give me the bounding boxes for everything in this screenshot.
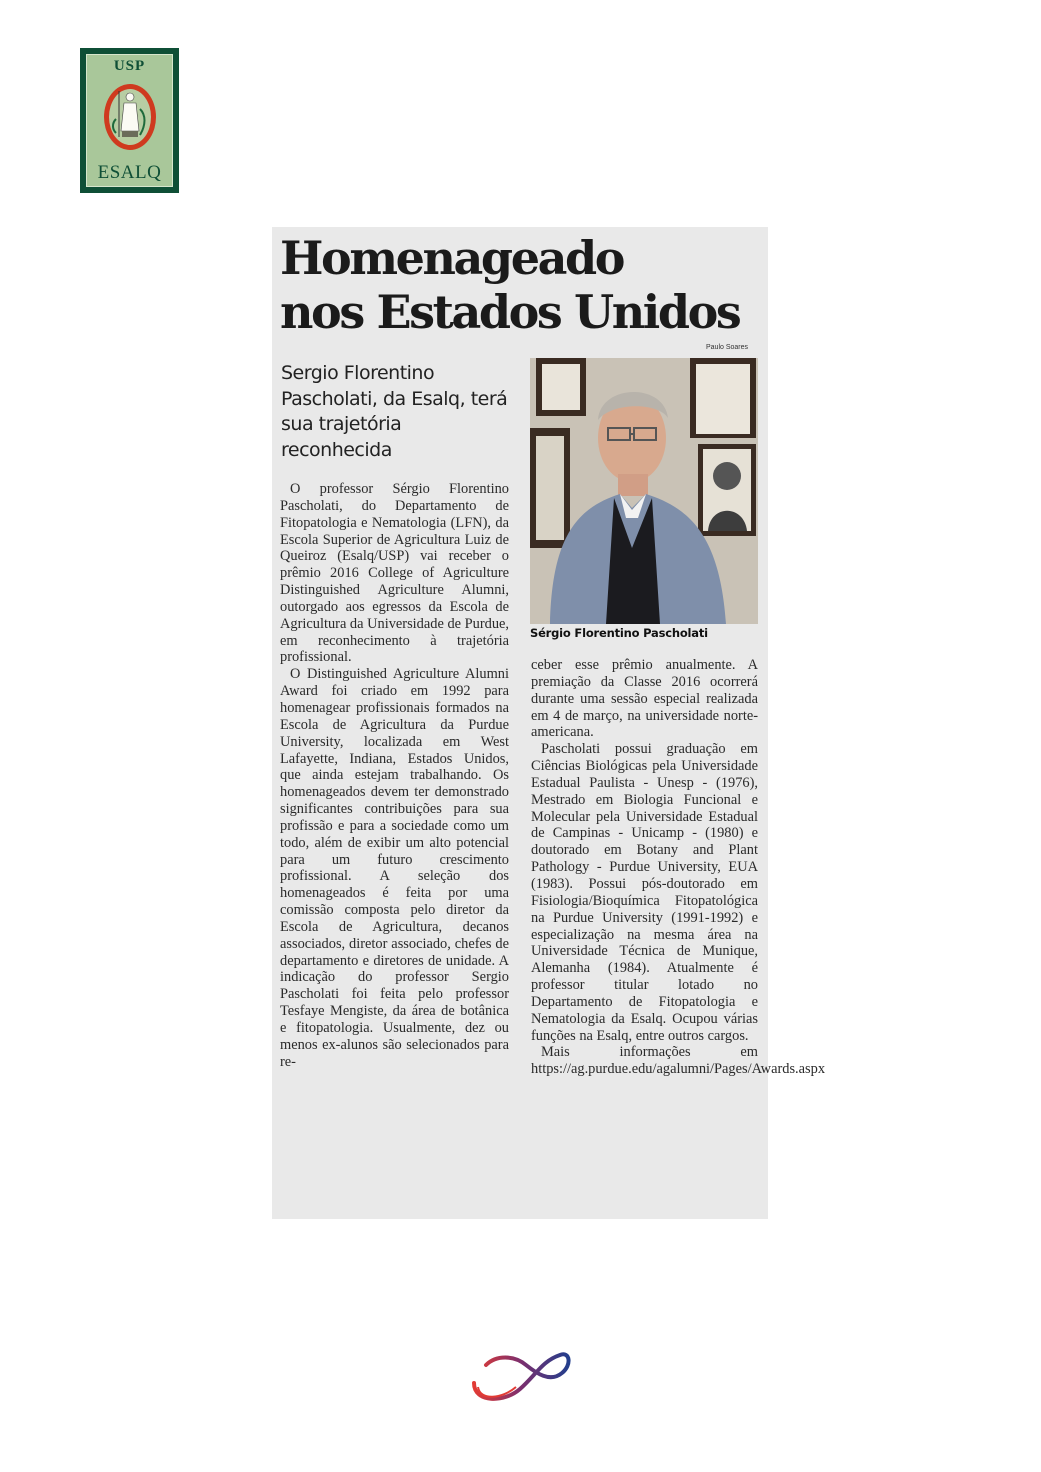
- paragraph: O Distinguished Agriculture Alumni Award foi criado em 1992 para homenagear profissionais formados na Escola de Agricultura da Purdue University, localizada em West Lafayette, Indiana, Estados Unidos, que ainda estejam trabalhando. Os homenageados devem ter demonstrado significantes contribuições para sua profissão e para a sociedade como um todo, além de exibir um alto potencial para um futuro crescimento profissional. A seleção dos homenageados é feita por uma comissão composta pelo diretor da Escola de Agricultura, decanos associados, diretor associado, chefes de departamento e diretores de unidade. A indicação do professor Sergio Pascholati foi feita pelo professor Tesfaye Mengiste, da área de botânica e fitopatologia. Usualmente, dez ou menos ex-alunos são selecionados para re-: [280, 666, 509, 1070]
- newspaper-clipping: [272, 227, 826, 1219]
- article-headline: [280, 231, 764, 339]
- logo-esalq-text: ESALQ: [97, 162, 162, 183]
- photo-caption: Sérgio Florentino Pascholati: [530, 626, 708, 640]
- clipping-service-loop-icon: [466, 1343, 574, 1407]
- right-column: [531, 657, 826, 1078]
- left-column: [280, 481, 509, 1071]
- seal-figure-icon: [102, 79, 158, 151]
- esalq-usp-logo: [80, 48, 179, 193]
- logo-field: [86, 54, 173, 187]
- article-subhead: Sergio Florentino Pascholati, da Esalq, terá sua trajetória reconhecida: [281, 362, 508, 462]
- portrait-image: [530, 358, 758, 624]
- portrait-photo: [530, 358, 758, 624]
- logo-usp-text: USP: [113, 58, 146, 74]
- photo-credit: Paulo Soares: [706, 344, 749, 351]
- headline-line-2: nos Estados Unidos: [280, 285, 740, 339]
- paragraph: Mais informações em https://ag.purdue.edu/agalumni/Pages/Awards.aspx: [531, 1044, 826, 1078]
- headline-line-1: Homenageado: [280, 231, 624, 285]
- paragraph: ceber esse prêmio anualmente. A premiação da Classe 2016 ocorrerá durante uma sessão especial realizada em 4 de março, na universidade norte-americana.: [531, 657, 758, 741]
- paragraph: Pascholati possui graduação em Ciências Biológicas pela Universidade Estadual Paulista - Unesp - (1976), Mestrado em Biologia Funcional e Molecular pela Universidade Estadual de Campinas - Unicamp - (1980) e doutorado em Botany and Plant Pathology - Purdue University, EUA (1983). Possui pós-doutorado em Fisiologia/Bioquímica Fitopatológica na Purdue University (1991-1992) e especialização na mesma área na Universidade Técnica de Munique, Alemanha (1984). Atualmente é professor titular lotado no Departamento de Fitopatologia e Nematologia da Esalq. Ocupou várias funções na Esalq, entre outros cargos.: [531, 741, 758, 1044]
- paragraph: O professor Sérgio Florentino Pascholati, do Departamento de Fitopatologia e Nematologia (LFN), da Escola Superior de Agricultura Luiz de Queiroz (Esalq/USP) vai receber o prêmio 2016 College of Agriculture Distinguished Agriculture Alumni, outorgado aos egressos da Escola de Agricultura da Universidade de Purdue, em reconhecimento à trajetória profissional.: [280, 481, 509, 666]
